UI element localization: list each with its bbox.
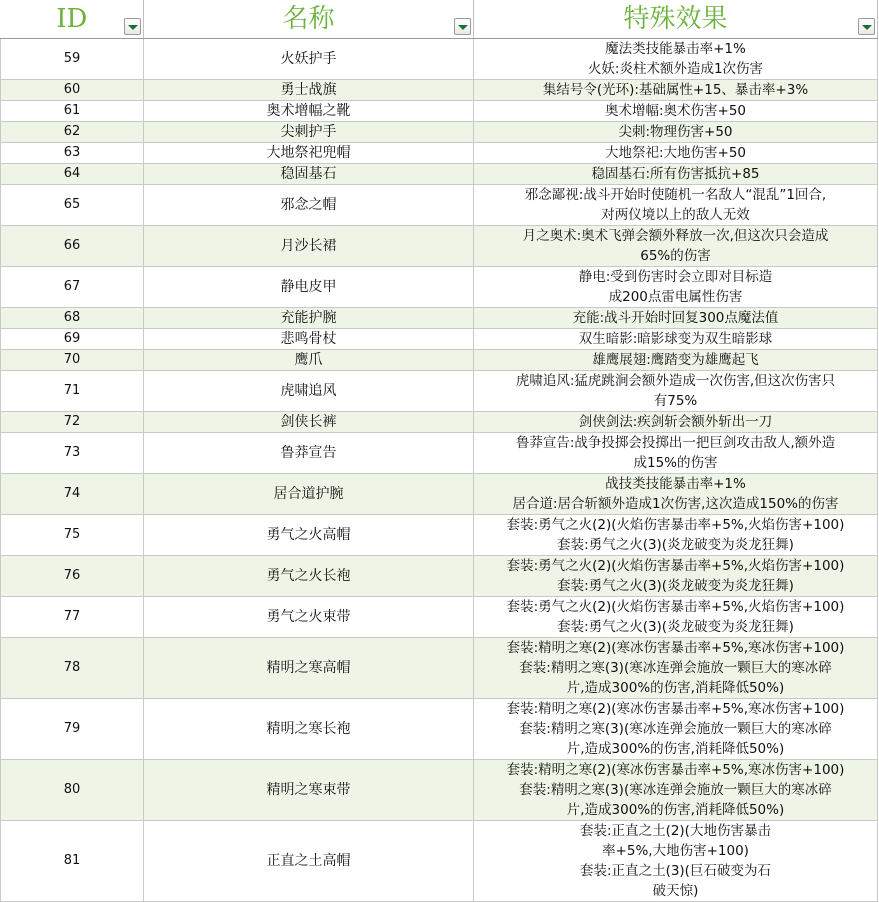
- cell-name[interactable]: 鲁莽宣告: [144, 433, 474, 474]
- table-row: [1, 164, 878, 185]
- effect-line: 率+5%,大地伤害+100): [602, 843, 749, 859]
- header-effect: [474, 0, 878, 39]
- cell-id[interactable]: 76: [1, 556, 144, 597]
- table-row: [1, 226, 878, 267]
- cell-effect[interactable]: [474, 101, 878, 122]
- cell-effect[interactable]: [474, 329, 878, 350]
- cell-name[interactable]: 居合道护腕: [144, 474, 474, 515]
- effect-line: 套装:精明之寒(3)(寒冰连弹会施放一颗巨大的寒冰碎: [519, 721, 832, 737]
- table-row: [1, 699, 878, 760]
- cell-id[interactable]: 77: [1, 597, 144, 638]
- table-row: [1, 760, 878, 821]
- effect-line: 套装:精明之寒(2)(寒冰伤害暴击率+5%,寒冰伤害+100): [506, 640, 845, 656]
- cell-effect[interactable]: [474, 699, 878, 760]
- filter-dropdown-icon[interactable]: [124, 18, 141, 35]
- effect-line: 充能:战斗开始时回复300点魔法值: [572, 310, 779, 326]
- cell-id[interactable]: 70: [1, 350, 144, 371]
- header-id: [1, 0, 144, 39]
- effect-line: 成200点雷电属性伤害: [608, 289, 743, 305]
- cell-name[interactable]: 月沙长裙: [144, 226, 474, 267]
- cell-name[interactable]: 虎啸追风: [144, 371, 474, 412]
- table-row: [1, 80, 878, 101]
- header-effect-label: 特殊效果: [623, 4, 728, 34]
- table-row: [1, 185, 878, 226]
- effect-line: 双生暗影:暗影球变为双生暗影球: [578, 331, 773, 347]
- effect-line: 魔法类技能暴击率+1%: [605, 41, 746, 57]
- cell-effect[interactable]: [474, 638, 878, 699]
- effect-line: 片,造成300%的伤害,消耗降低50%): [566, 680, 785, 696]
- cell-name[interactable]: 剑侠长裤: [144, 412, 474, 433]
- effect-line: 65%的伤害: [640, 248, 711, 264]
- effect-line: 有75%: [653, 393, 698, 409]
- cell-id[interactable]: 64: [1, 164, 144, 185]
- cell-id[interactable]: 68: [1, 308, 144, 329]
- table-row: [1, 267, 878, 308]
- table-row: [1, 308, 878, 329]
- cell-name[interactable]: 稳固基石: [144, 164, 474, 185]
- cell-id[interactable]: 60: [1, 80, 144, 101]
- cell-id[interactable]: 59: [1, 39, 144, 80]
- cell-name[interactable]: 精明之寒长袍: [144, 699, 474, 760]
- cell-id[interactable]: 67: [1, 267, 144, 308]
- table-row: [1, 143, 878, 164]
- filter-dropdown-icon[interactable]: [454, 18, 471, 35]
- header-name: [144, 0, 474, 39]
- cell-effect[interactable]: [474, 267, 878, 308]
- table-row: [1, 515, 878, 556]
- cell-effect[interactable]: [474, 597, 878, 638]
- effect-line: 鲁莽宣告:战争投掷会投掷出一把巨剑攻击敌人,额外造: [515, 435, 836, 451]
- cell-effect[interactable]: [474, 371, 878, 412]
- effect-line: 月之奥术:奥术飞弹会额外释放一次,但这次只会造成: [522, 228, 829, 244]
- effect-line: 套装:精明之寒(3)(寒冰连弹会施放一颗巨大的寒冰碎: [519, 660, 832, 676]
- table-row: [1, 433, 878, 474]
- effect-line: 套装:勇气之火(2)(火焰伤害暴击率+5%,火焰伤害+100): [506, 599, 845, 615]
- table-row: [1, 371, 878, 412]
- effect-line: 套装:精明之寒(3)(寒冰连弹会施放一颗巨大的寒冰碎: [519, 782, 832, 798]
- cell-effect[interactable]: [474, 760, 878, 821]
- effect-line: 居合道:居合斩额外造成1次伤害,这次造成150%的伤害: [512, 496, 839, 512]
- table-row: [1, 412, 878, 433]
- cell-id[interactable]: 75: [1, 515, 144, 556]
- effect-line: 套装:勇气之火(3)(炎龙破变为炎龙狂舞): [557, 619, 794, 635]
- effect-line: 火妖:炎柱术额外造成1次伤害: [587, 61, 764, 77]
- cell-id[interactable]: 73: [1, 433, 144, 474]
- cell-id[interactable]: 62: [1, 122, 144, 143]
- cell-name[interactable]: 大地祭祀兜帽: [144, 143, 474, 164]
- effect-line: 套装:精明之寒(2)(寒冰伤害暴击率+5%,寒冰伤害+100): [506, 701, 845, 717]
- cell-id[interactable]: 69: [1, 329, 144, 350]
- table-row: [1, 556, 878, 597]
- cell-effect[interactable]: [474, 515, 878, 556]
- table-row: [1, 638, 878, 699]
- effect-line: 剑侠剑法:疾剑斩会额外斩出一刀: [578, 414, 773, 430]
- filter-dropdown-icon[interactable]: [858, 18, 875, 35]
- effect-line: 套装:勇气之火(3)(炎龙破变为炎龙狂舞): [557, 537, 794, 553]
- cell-name[interactable]: 静电皮甲: [144, 267, 474, 308]
- table-row: [1, 39, 878, 80]
- cell-id[interactable]: 78: [1, 638, 144, 699]
- cell-name[interactable]: 奥术增幅之靴: [144, 101, 474, 122]
- cell-effect[interactable]: [474, 821, 878, 902]
- cell-effect[interactable]: [474, 556, 878, 597]
- effect-line: 大地祭祀:大地伤害+50: [604, 145, 747, 161]
- effect-line: 套装:精明之寒(2)(寒冰伤害暴击率+5%,寒冰伤害+100): [506, 762, 845, 778]
- cell-effect[interactable]: [474, 433, 878, 474]
- cell-effect[interactable]: [474, 226, 878, 267]
- effect-line: 破天惊): [652, 883, 699, 899]
- effect-line: 静电:受到伤害时会立即对目标造: [578, 269, 773, 285]
- effect-line: 集结号令(光环):基础属性+15、暴击率+3%: [542, 82, 809, 98]
- cell-name[interactable]: 悲鸣骨杖: [144, 329, 474, 350]
- effect-line: 对两仪境以上的敌人无效: [601, 207, 750, 223]
- cell-name[interactable]: 勇士战旗: [144, 80, 474, 101]
- cell-name[interactable]: 尖刺护手: [144, 122, 474, 143]
- cell-effect[interactable]: [474, 122, 878, 143]
- cell-id[interactable]: 81: [1, 821, 144, 902]
- header-row: [1, 0, 878, 39]
- effect-line: 成15%的伤害: [633, 455, 718, 471]
- cell-name[interactable]: 勇气之火束带: [144, 597, 474, 638]
- effect-line: 邪念鄙视:战斗开始时使随机一名敌人“混乱”1回合,: [524, 187, 827, 203]
- effect-line: 套装:正直之土(3)(巨石破变为石: [580, 863, 771, 879]
- effect-line: 片,造成300%的伤害,消耗降低50%): [566, 741, 785, 757]
- cell-name[interactable]: 邪念之帽: [144, 185, 474, 226]
- cell-effect[interactable]: [474, 308, 878, 329]
- cell-name[interactable]: 精明之寒高帽: [144, 638, 474, 699]
- cell-name[interactable]: 鹰爪: [144, 350, 474, 371]
- table-row: [1, 350, 878, 371]
- cell-id[interactable]: 66: [1, 226, 144, 267]
- table-row: [1, 101, 878, 122]
- effect-line: 雄鹰展翅:鹰踏变为雄鹰起飞: [592, 352, 759, 368]
- table-row: [1, 329, 878, 350]
- cell-effect[interactable]: [474, 474, 878, 515]
- header-name-label: 名称: [282, 4, 335, 34]
- effect-line: 套装:勇气之火(2)(火焰伤害暴击率+5%,火焰伤害+100): [506, 517, 845, 533]
- table-row: [1, 597, 878, 638]
- cell-id[interactable]: 72: [1, 412, 144, 433]
- effect-line: 稳固基石:所有伤害抵抗+85: [591, 166, 760, 182]
- effect-line: 套装:勇气之火(2)(火焰伤害暴击率+5%,火焰伤害+100): [506, 558, 845, 574]
- cell-effect[interactable]: [474, 80, 878, 101]
- cell-name[interactable]: 勇气之火长袍: [144, 556, 474, 597]
- cell-effect[interactable]: [474, 164, 878, 185]
- cell-name[interactable]: 正直之土高帽: [144, 821, 474, 902]
- table-row: [1, 474, 878, 515]
- cell-name[interactable]: 充能护腕: [144, 308, 474, 329]
- cell-name[interactable]: 精明之寒束带: [144, 760, 474, 821]
- table-row: [1, 821, 878, 902]
- cell-effect[interactable]: [474, 350, 878, 371]
- cell-name[interactable]: 勇气之火高帽: [144, 515, 474, 556]
- table-row: [1, 122, 878, 143]
- cell-id[interactable]: 71: [1, 371, 144, 412]
- cell-id[interactable]: 80: [1, 760, 144, 821]
- cell-effect[interactable]: [474, 185, 878, 226]
- effect-line: 套装:勇气之火(3)(炎龙破变为炎龙狂舞): [557, 578, 794, 594]
- effect-line: 片,造成300%的伤害,消耗降低50%): [566, 802, 785, 818]
- effect-line: 奥术增幅:奥术伤害+50: [604, 103, 747, 119]
- cell-id[interactable]: 79: [1, 699, 144, 760]
- effect-line: 套装:正直之土(2)(大地伤害暴击: [580, 823, 771, 839]
- cell-id[interactable]: 74: [1, 474, 144, 515]
- effect-line: 尖刺:物理伤害+50: [618, 124, 733, 140]
- cell-name[interactable]: 火妖护手: [144, 39, 474, 80]
- effect-line: 虎啸追风:猛虎跳涧会额外造成一次伤害,但这次伤害只: [515, 373, 836, 389]
- cell-id[interactable]: 61: [1, 101, 144, 122]
- cell-effect[interactable]: [474, 412, 878, 433]
- header-id-label: ID: [56, 4, 88, 34]
- effect-line: 战技类技能暴击率+1%: [605, 476, 746, 492]
- cell-effect[interactable]: [474, 143, 878, 164]
- cell-effect[interactable]: [474, 39, 878, 80]
- cell-id[interactable]: 65: [1, 185, 144, 226]
- cell-id[interactable]: 63: [1, 143, 144, 164]
